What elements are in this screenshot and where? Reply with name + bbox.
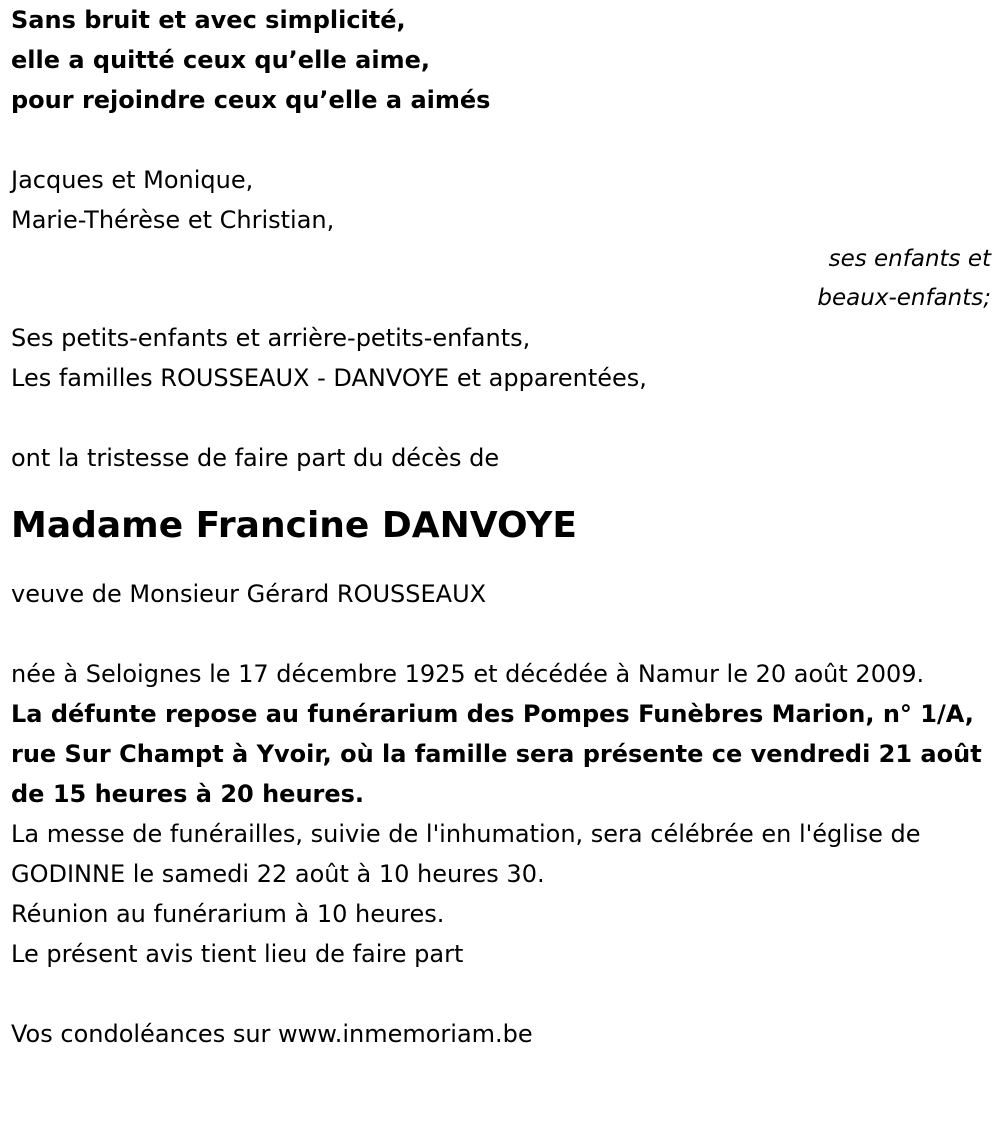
deceased-name: Madame Francine DANVOYE bbox=[11, 505, 577, 546]
family-grandchildren: Ses petits-enfants et arrière-petits-enfants, bbox=[11, 324, 531, 352]
children-role-2: beaux-enfants; bbox=[817, 285, 991, 311]
family-children-1: Jacques et Monique, bbox=[11, 166, 254, 194]
spacer bbox=[11, 614, 991, 654]
family-children-2: Marie-Thérèse et Christian, bbox=[11, 206, 335, 234]
poem-line-3: pour rejoindre ceux qu’elle a aimés bbox=[11, 86, 491, 114]
obituary-notice bbox=[11, 0, 991, 1054]
notice-statement: Le présent avis tient lieu de faire part bbox=[11, 940, 464, 968]
mass-notice: La messe de funérailles, suivie de l'inhumation, sera célébrée en l'église de GODINNE le samedi 22 août à 10 heures 30. bbox=[11, 820, 921, 888]
announcement-text: ont la tristesse de faire part du décès de bbox=[11, 444, 500, 472]
children-role-1: ses enfants et bbox=[828, 246, 991, 272]
meeting-notice: Réunion au funérarium à 10 heures. bbox=[11, 900, 445, 928]
poem-line-1: Sans bruit et avec simplicité, bbox=[11, 6, 406, 34]
spacer bbox=[11, 974, 991, 1014]
funerarium-notice: La défunte repose au funérarium des Pompes Funèbres Marion, n° 1/A, rue Sur Champt à Yvoir, où la famille sera présente ce vendredi 21 août de 15 heures à 20 heures. bbox=[11, 700, 982, 808]
spacer bbox=[11, 398, 991, 438]
spacer bbox=[11, 120, 991, 160]
widow-of-text: veuve de Monsieur Gérard ROUSSEAUX bbox=[11, 580, 487, 608]
birth-death-text: née à Seloignes le 17 décembre 1925 et décédée à Namur le 20 août 2009. bbox=[11, 660, 925, 688]
family-relatives: Les familles ROUSSEAUX - DANVOYE et apparentées, bbox=[11, 364, 647, 392]
poem-line-2: elle a quitté ceux qu’elle aime, bbox=[11, 46, 430, 74]
condolences-link[interactable]: Vos condoléances sur www.inmemoriam.be bbox=[11, 1020, 533, 1048]
